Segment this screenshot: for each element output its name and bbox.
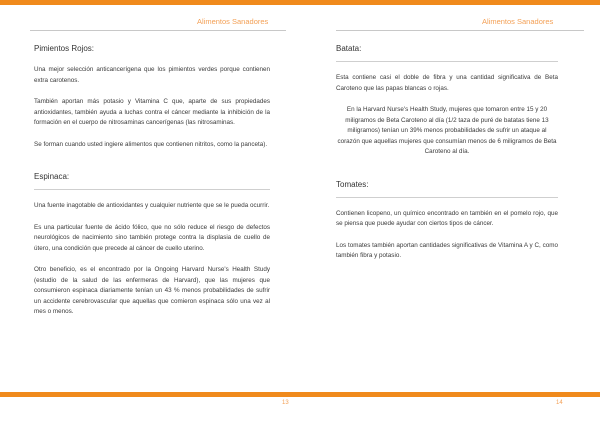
section-heading: Tomates:: [336, 179, 369, 189]
section-heading: Espinaca:: [34, 172, 70, 181]
paragraph: Una fuente inagotable de antioxidantes y cualquier nutriente que se le pueda ocurrir.: [34, 202, 270, 209]
section-tomates: [336, 180, 558, 262]
paragraph: Es una particular fuente de ácido fólico, que no sólo reduce el riesgo de defectos neurológicos de nacimiento sino también protege contra la displasia de cuello de útero, una condición que precede al cáncer de cuello uterino.: [34, 223, 270, 252]
section-heading: Pimientos Rojos:: [34, 44, 95, 53]
bottom-accent-bar: [0, 392, 600, 397]
page-number-right: 14: [556, 400, 563, 406]
top-accent-bar: [0, 0, 600, 5]
paragraph: Esta contiene casi el doble de fibra y una cantidad significativa de Beta Caroteno que las papas blancas o rojas.: [336, 74, 558, 92]
left-page-column: [34, 32, 270, 318]
header-rule-right: [336, 30, 584, 31]
running-header-left: Alimentos Sanadores: [197, 17, 269, 26]
section-heading: Batata:: [336, 44, 362, 53]
paragraph: También aportan más potasio y Vitamina C que, aparte de sus propiedades antioxidantes, también ayuda a luchas contra el cáncer mediante la inhibición de la formación en el cuerpo de nitrosaminas cancerígenas (las nitrosaminas.: [34, 98, 270, 126]
section-batata: [336, 44, 558, 158]
section-divider: [336, 61, 558, 62]
section-divider: [336, 197, 558, 198]
section-espinaca: [34, 172, 270, 318]
right-page-column: [336, 32, 558, 262]
paragraph: Otro beneficio, es el encontrado por la Ongoing Harvard Nurse's Health Study (estudio de la salud de las enfermeras de Harvard), que las mujeres que consumieron espinaca diariamente tenían un 43 % menos probabilidades de sufrir un accidente cerebrovascular que aquellas que comieron espinaca sólo una vez al mes o menos.: [34, 266, 270, 315]
paragraph: Una mejor selección anticancerígena que los pimientos verdes porque contienen extra carotenos.: [34, 66, 270, 84]
paragraph: Los tomates también aportan cantidades significativas de Vitamina A y C, como también fibra y potasio.: [336, 241, 558, 259]
running-header-right: Alimentos Sanadores: [482, 17, 554, 26]
header-rule-left: [30, 30, 286, 31]
paragraph: En la Harvard Nurse's Health Study, mujeres que tomaron entre 15 y 20 miligramos de Beta Caroteno al día (1/2 taza de puré de batatas tiene 13 miligramos) tenían un 39% menos probabilidades de sufrir un ataque al corazón que aquellas mujeres que consumían menos de 6 miligramos de Beta Caroteno al día.: [337, 106, 557, 155]
section-divider: [34, 189, 270, 190]
section-pimientos: [34, 44, 270, 150]
paragraph: Contienen licopeno, un químico encontrado en también en el pomelo rojo, que se piensa que puede ayudar con ciertos tipos de cáncer.: [336, 209, 558, 227]
page-number-left: 13: [282, 400, 289, 406]
paragraph: Se forman cuando usted ingiere alimentos que contienen nitritos, como la panceta).: [34, 140, 268, 148]
